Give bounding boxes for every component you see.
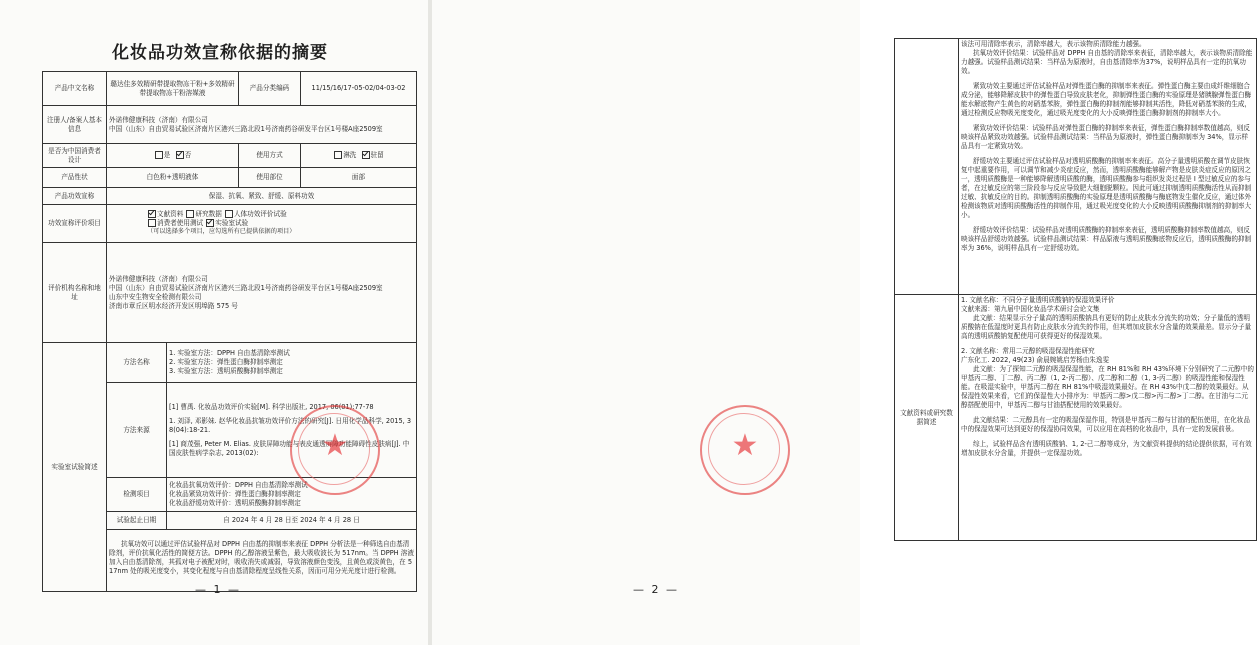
method-3: 3. 实验室方法：透明质酸酶抑制率测定	[169, 367, 283, 375]
seal-stamp: ★	[290, 405, 380, 495]
method-label: 方法名称	[107, 343, 167, 383]
usage-leave-checkbox[interactable]	[362, 151, 370, 159]
lit-line-5: 广东化工. 2022, 49(23) 俞晨婉姚启芳杨由朱逸雯	[961, 356, 1110, 364]
lab-p3: 紧致功效评价结果：试验样品对弹性蛋白酶的抑制率来表征，弹性蛋白酶抑制率数值越高，则反映该样品紧致功效越强。试验样品测试结果：当样品为原液时，弹性蛋白酶抑制率为 34%，显示样品具有一定紧致功效。	[961, 124, 1250, 150]
eval-opt5-label: 实验室试验	[215, 219, 249, 228]
usage-options	[301, 144, 417, 168]
eval-opt4-checkbox[interactable]	[148, 219, 156, 227]
lab-label: 实验室试验简述	[43, 343, 107, 592]
item-3: 化妆品舒缓功效评价：透明质酸酶抑制率测定	[169, 499, 301, 507]
consumer-no-label: 否	[184, 151, 192, 159]
lab-cont-text: 该法可用清除率表示，清除率越大，表示该物质清除能力越强。	[961, 40, 1146, 48]
lab-p2: 紧致功效主要通过评估试验样品对弹性蛋白酶的抑制率来表征。弹性蛋白酶主要由成纤维细胞合成分泌，能够降解皮肤中的弹性蛋白导致皮肤老化，抑制弹性蛋白酶的实验原理是猪胰腺弹性蛋白酶能水解底物产生黄色的对硝基苯胺，弹性蛋白酶的抑制剂能够抑制其活性，降低对硝基苯胺的生成，通过检测反应物吸光度变化，通过吸光度变化的大小反映弹性蛋白酶抑制剂的抑制率大小。	[961, 82, 1252, 117]
literature-content	[959, 295, 1257, 541]
site-label: 使用部位	[239, 168, 301, 188]
lab-cont	[959, 39, 1257, 295]
literature-label: 文献资料或研究数据简述	[895, 295, 959, 541]
eval-options	[107, 205, 417, 243]
eval-opt2-checkbox[interactable]	[186, 210, 194, 218]
seal-stamp-2: ★	[700, 405, 790, 495]
source-3: [1] 商茂强, Peter M. Elias. 皮肤屏障功能与表皮通透屏障功能障碍性皮肤病[J]. 中国皮肤性病学杂志, 2013(02):	[169, 439, 410, 457]
consumer-label: 是否为中国消费者设计	[43, 144, 107, 168]
claims-label: 产品功效宣称	[43, 188, 107, 205]
eval-note: （可以选择多个项目，应勾选所有已提供依据的项目）	[147, 228, 296, 236]
registrant-address: 中国（山东）自由贸易试验区济南片区港兴三路北段1号济南药谷研发平台区1号楼A座2509室	[109, 124, 383, 133]
consumer-options	[107, 144, 239, 168]
consumer-no-checkbox[interactable]	[176, 151, 184, 159]
lab-p4: 舒缓功效主要通过评估试验样品对透明质酸酶的抑制率来表征。高分子量透明质酸在调节皮肤恢复中起重要作用，可以调节和减少炎症反应，然而，透明质酸酶能够解产物是皮肤炎症反应的原因之一，透明质酸酶是一种能够降解透明质酸的酶，透明质酸酶参与组织发炎过程是 I 型过敏反应的参与者，在过敏反应的第三阶段参与反应导致肥大细胞脱颗粒。因此可通过抑制透明质酸酶活性从而抑制过敏、抗敏反应的目的。抑制透明质酸酶的实验原理是透明质酸酶与酶底物发生催化反应，通过体外检测该物质对透明质酸酶活性的抑制作用，通过吸光度变化的大小反映透明质酸酶抑制剂的抑制率大小。	[961, 157, 1252, 219]
registrant-name: 外诺伟健康科技（济南）有限公司	[109, 115, 208, 124]
dates-value: 自 2024 年 4 月 28 日至 2024 年 4 月 28 日	[167, 512, 417, 530]
source-1: [1] 曹禹. 化妆品功效评价实验[M]. 科学出版社, 2017, 06(01):77-78	[169, 402, 374, 411]
eval-opt4-label: 消费者使用测试	[157, 219, 204, 228]
properties-label: 产品性状	[43, 168, 107, 188]
consumer-yes-label: 是	[163, 151, 171, 159]
product-name: 璐达佳多效精研带提取物冻干粉+多效精研带提取物冻干粉溶媒液	[107, 72, 239, 106]
page-2	[432, 0, 1254, 645]
lab-p5: 舒缓功效评价结果：试验样品对透明质酸酶的抑制率来表征，透明质酸酶抑制率数值越高，则反映该样品舒缓功效越强。试验样品测试结果：样品原液与透明质酸酶底物反应后，透明质酸酶的抑制率为 36%，说明样品具有一定舒缓功效。	[961, 226, 1252, 252]
page-1	[0, 0, 430, 645]
lit-line-2: 文献来源：第九届中国化妆品学术研讨会论文集	[961, 305, 1100, 313]
continuation-table	[894, 38, 1257, 541]
agency-info	[107, 243, 417, 343]
eval-opt5-checkbox[interactable]	[206, 219, 214, 227]
lit-line-7: 此文献结果：二元醇具有一定的吸湿保湿作用，特别是甲基丙二醇与甘油的配伍使用，在化妆品中的保湿效果可达到更好的保湿协同效果，可以应用在高档的化妆品中，具有一定的发展前景。	[961, 416, 1250, 433]
usage-label: 使用方式	[239, 144, 301, 168]
agency-label: 评价机构名称和地址	[43, 243, 107, 343]
lit-line-4: 2. 文献名称：常用二元醇的吸湿保湿性能研究	[961, 347, 1095, 355]
eval-opt1-checkbox[interactable]	[148, 210, 156, 218]
claims-value: 保湿、抗氧、紧致、舒缓、原料功效	[107, 188, 417, 205]
agency1-name: 外诺伟健康科技（济南）有限公司	[109, 274, 208, 283]
lit-line-8: 综上，试验样品含有透明质酸钠、1, 2-己二醇等成分，为文献资料提供的结论提供依据，可有效增加皮肤水分含量，并提供一定保湿功效。	[961, 440, 1252, 457]
summary-table	[42, 71, 417, 592]
lit-line-3: 此文献：结果显示分子量高的透明质酸钠具有更好的防止皮肤水分流失的功效；分子量低的透明质酸钠在低湿度时更具有防止皮肤水分流失的作用，但其增加皮肤水分含量的效果最差。显示分子量高的透明质酸钠复配使用可获得更好的保湿效果。	[961, 314, 1252, 340]
method-1: 1. 实验室方法：DPPH 自由基清除率测试	[169, 349, 290, 357]
category-code: 11/15/16/17-05-02/04-03-02	[301, 72, 417, 106]
items-label: 检测项目	[107, 478, 167, 512]
page-number: — 1 —	[195, 583, 241, 596]
lab-summary-p1: 抗氧功效可以通过评估试验样品对 DPPH 自由基的抑制率来表征 DPPH 分析法是一种筛选自由基清除剂，评价抗氧化活性的简便方法。DPPH 的乙醇溶液呈紫色，最大吸收波长为 517nm。当 DPPH 溶液加入自由基清除剂，其孤对电子被配对时，吸收消失或减弱，导致溶液颜色变浅，且黄色或淡黄色，在 517nm 处的吸光度变小，其变化程度与自由基清除程度呈线性关系，因而可用分光光度计进行检测。	[109, 539, 414, 575]
agency2-address: 济南市章丘区明水经济开发区明埠路 575 号	[109, 301, 238, 310]
consumer-yes-checkbox[interactable]	[155, 151, 163, 159]
agency1-address: 中国（山东）自由贸易试验区济南片区港兴三路北段1号济南药谷研发平台区1号楼A座2509室	[109, 283, 383, 292]
usage-rinse-checkbox[interactable]	[334, 151, 342, 159]
lit-line-1: 1. 文献名称：不同分子量透明质酸钠的保湿效果评价	[961, 296, 1115, 304]
eval-opt1-label: 文献资料	[157, 210, 184, 219]
items-list	[167, 478, 417, 512]
agency2-name: 山东中安生物安全检测有限公司	[109, 292, 202, 301]
source-label: 方法来源	[107, 383, 167, 478]
dates-label: 试验起止日期	[107, 512, 167, 530]
page-number-2: — 2 —	[633, 583, 679, 596]
properties-value: 白色粉+透明液体	[107, 168, 239, 188]
source-2: 1. 刘泽, 邓影妹. 赵华化妆品抗皱功效评价方法的研究[J]. 日用化学品科学, 2015, 38(04):18-21.	[169, 416, 412, 434]
eval-opt3-label: 人体功效评价试验	[233, 210, 287, 219]
usage-rinse-label: 淋洗	[343, 151, 357, 159]
eval-opt3-checkbox[interactable]	[225, 210, 233, 218]
registrant-info	[107, 106, 417, 144]
product-name-label: 产品中文名称	[43, 72, 107, 106]
registrant-label: 注册人/备案人基本信息	[43, 106, 107, 144]
site-value: 面部	[301, 168, 417, 188]
category-label: 产品分类编码	[239, 72, 301, 106]
usage-leave-label: 驻留	[370, 151, 384, 159]
method-2: 2. 实验室方法：弹性蛋白酶抑制率测定	[169, 358, 283, 366]
item-2: 化妆品紧致功效评价：弹性蛋白酶抑制率测定	[169, 490, 301, 498]
eval-opt2-label: 研究数据	[195, 210, 222, 219]
lab-summary	[107, 530, 417, 592]
eval-label: 功效宣称评价项目	[43, 205, 107, 243]
lab-p1: 抗氧功效评价结果：试验样品对 DPPH 自由基的清除率来表征，清除率越大，表示该物质清除能力越强。试验样品测试结果：当样品为原液时，自由基清除率为37%，说明样品具有一定的抗氧功效。	[961, 49, 1253, 75]
lit-line-6: 此文献：为了探知二元醇的吸湿保湿性能，在 RH 81%和 RH 43%环境下分别研究了二元醇中的甲基丙二醇、丁二醇、丙二醇（1, 2-丙二醇）、戊二醇和二醇（1, 3-丙二醇）的吸湿性能和保湿性能。在吸湿实验中，甲基丙二醇在 RH 81%中吸湿效果最好。在 RH 43%中戊二醇的效果最好。从保湿性效果来看，它们的保湿性大小排序为：甲基丙二醇>戊二醇>丙二醇>丁二醇。在甘油与二元醇搭配使用中，甲基丙二醇与甘油搭配使用的效果最好。	[961, 365, 1254, 409]
item-1: 化妆品抗氧功效评价：DPPH 自由基清除率测试	[169, 481, 308, 489]
document-title: 化妆品功效宣称依据的摘要	[112, 43, 328, 63]
method-list	[167, 343, 417, 383]
lab-cont-label-cell	[895, 39, 959, 295]
